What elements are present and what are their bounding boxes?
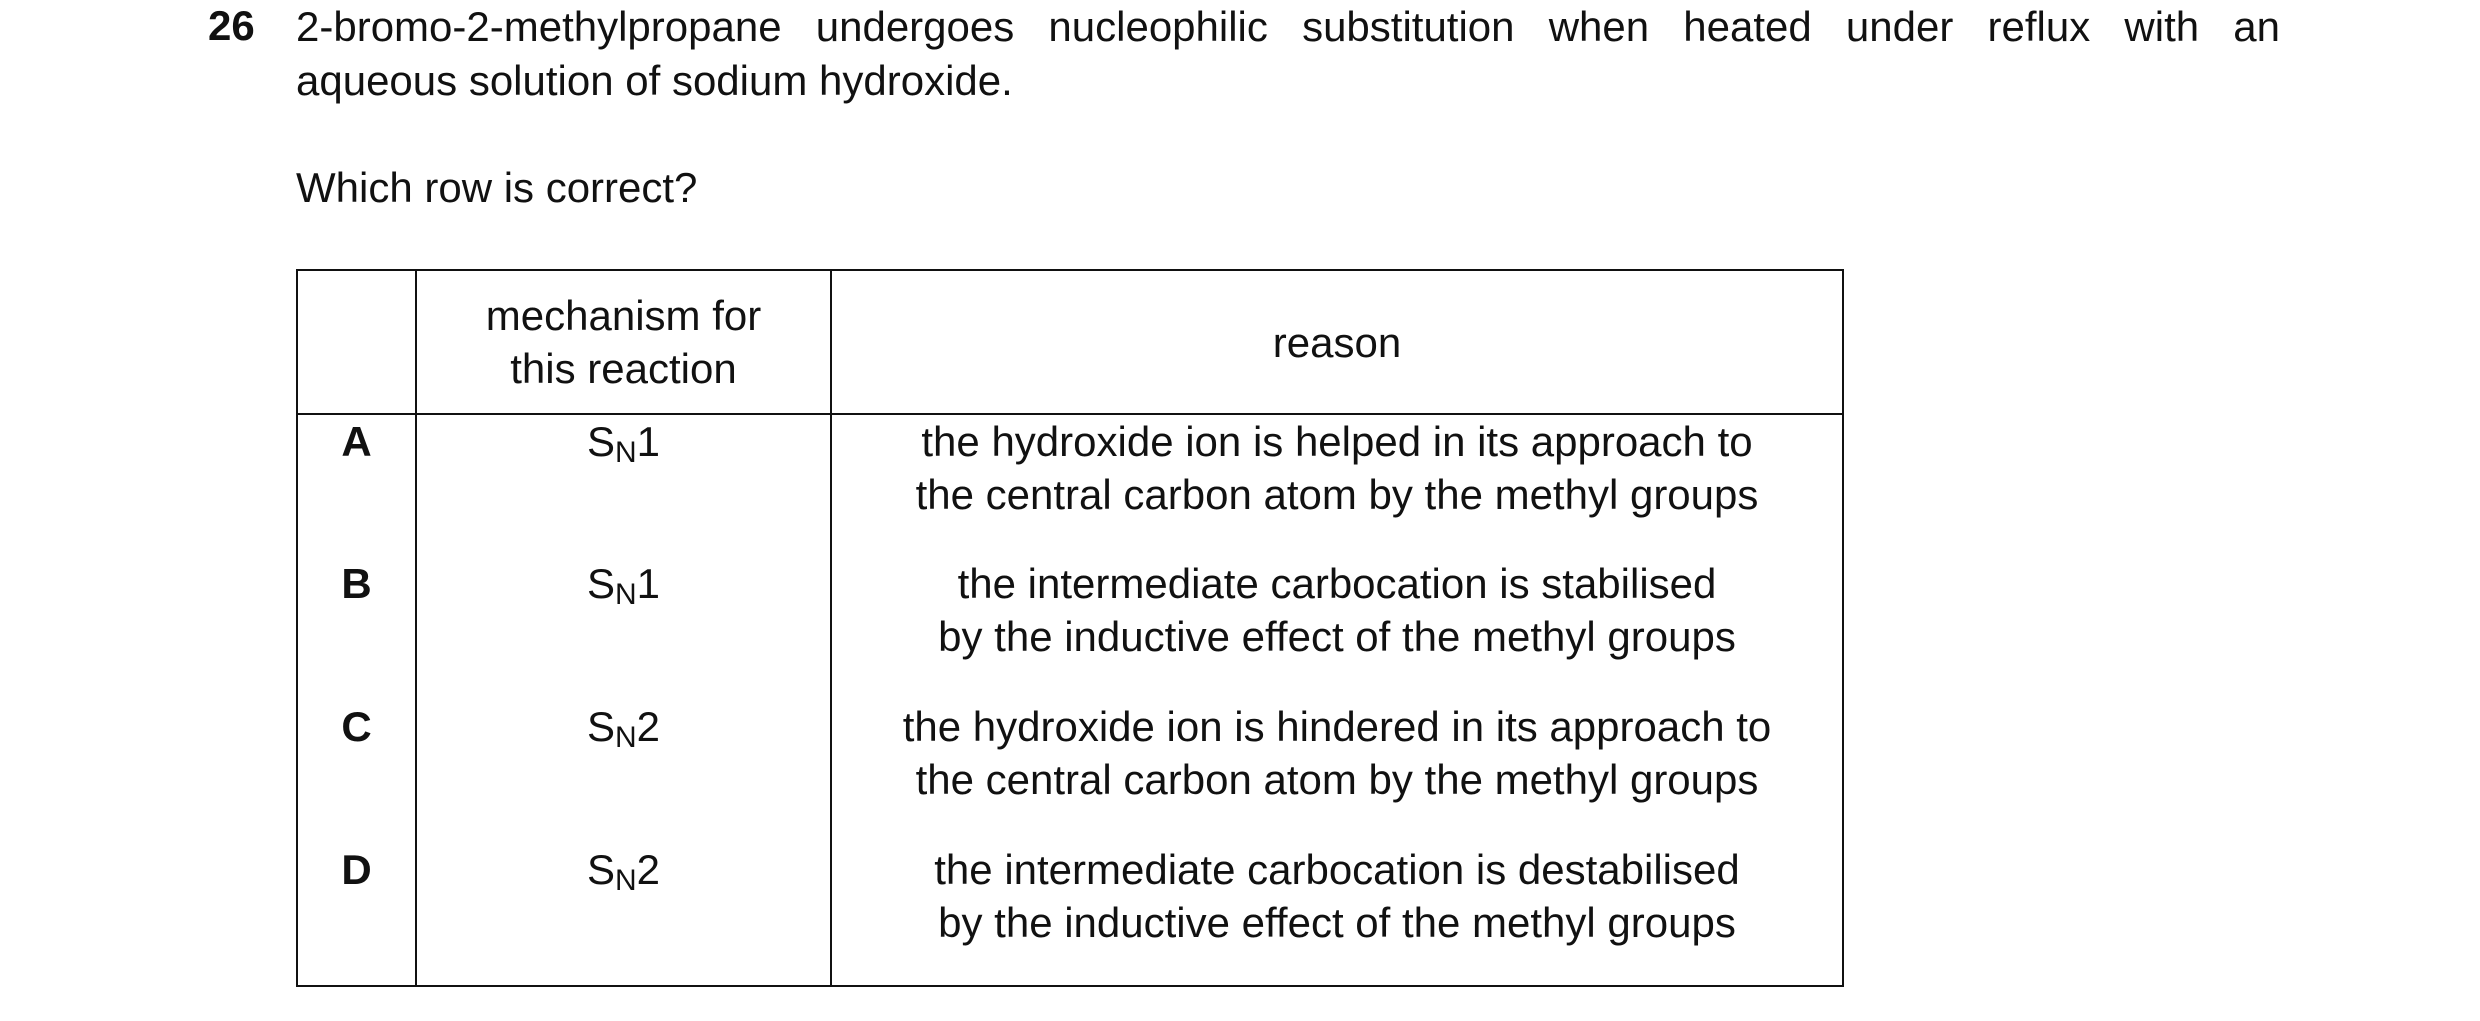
mechanism-symbol: S <box>586 560 615 607</box>
reason-line-1: the intermediate carbocation is destabilised <box>934 846 1740 893</box>
question-number: 26 <box>208 2 255 49</box>
question-stem <box>296 0 2296 108</box>
mechanism-symbol: S <box>586 846 615 893</box>
table-row <box>297 557 1843 700</box>
stem-line-2: aqueous solution of sodium hydroxide. <box>296 57 1013 104</box>
table-header-row <box>297 270 1843 414</box>
mechanism-order: 2 <box>636 846 661 893</box>
row-mechanism <box>416 843 831 986</box>
mechanism-subscript: N <box>614 864 637 897</box>
header-mechanism-line-2: this reaction <box>510 345 737 392</box>
reason-line-2: by the inductive effect of the methyl groups <box>938 899 1736 946</box>
reason-line-1: the hydroxide ion is helped in its approach to <box>921 418 1753 465</box>
row-letter: C <box>297 700 416 843</box>
answer-table <box>296 269 1844 987</box>
row-mechanism <box>416 557 831 700</box>
row-mechanism <box>416 414 831 557</box>
row-letter: B <box>297 557 416 700</box>
table-row <box>297 700 1843 843</box>
header-mechanism <box>416 270 831 414</box>
mechanism-subscript: N <box>614 436 637 469</box>
mechanism-order: 2 <box>636 703 661 750</box>
reason-line-2: the central carbon atom by the methyl groups <box>915 756 1759 803</box>
mechanism-symbol: S <box>586 703 615 750</box>
row-reason <box>831 414 1843 557</box>
reason-line-1: the hydroxide ion is hindered in its approach to <box>902 703 1772 750</box>
row-letter: A <box>297 414 416 557</box>
header-reason: reason <box>831 270 1843 414</box>
row-reason <box>831 700 1843 843</box>
row-reason <box>831 557 1843 700</box>
row-mechanism <box>416 700 831 843</box>
mechanism-subscript: N <box>614 578 637 611</box>
header-letter <box>297 270 416 414</box>
header-mechanism-line-1: mechanism for <box>485 292 762 339</box>
row-reason <box>831 843 1843 986</box>
question-prompt: Which row is correct? <box>296 164 698 211</box>
mechanism-order: 1 <box>636 418 661 465</box>
table-row <box>297 414 1843 557</box>
reason-line-2: the central carbon atom by the methyl groups <box>915 471 1759 518</box>
mechanism-order: 1 <box>636 560 661 607</box>
row-letter: D <box>297 843 416 986</box>
stem-line-1: 2-bromo-2-methylpropane undergoes nucleophilic substitution when heated under reflux with an <box>296 3 2280 50</box>
mechanism-symbol: S <box>586 418 615 465</box>
mechanism-subscript: N <box>614 721 637 754</box>
table-row <box>297 843 1843 986</box>
reason-line-1: the intermediate carbocation is stabilised <box>957 560 1717 607</box>
reason-line-2: by the inductive effect of the methyl groups <box>938 613 1736 660</box>
